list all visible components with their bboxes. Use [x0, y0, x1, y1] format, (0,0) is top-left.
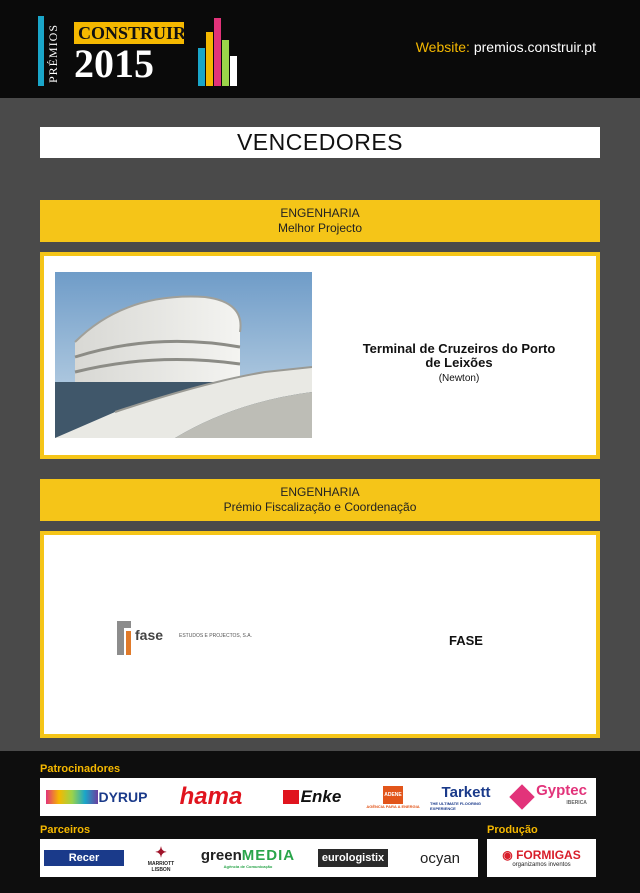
partner-eurologistix-logo[interactable] — [310, 839, 396, 877]
partner-sub: LISBON — [151, 866, 171, 873]
sponsor-name: ADENE — [383, 786, 403, 804]
production-label: Produção — [487, 824, 538, 836]
logo-building-bars-icon — [198, 18, 238, 86]
partner-name: green — [200, 847, 242, 864]
sponsor-enke-logo[interactable] — [274, 778, 350, 816]
logo-year: 2015 — [74, 41, 154, 86]
partner-name: MARRIOTT — [147, 860, 175, 867]
sponsor-sub: IBERICA — [566, 800, 587, 806]
production-formigas-logo[interactable]: ◉ FORMIGAS organizamos inventos — [502, 848, 581, 868]
partner-ocyan-logo[interactable]: ocyan — [419, 849, 461, 867]
winner-company: (Newton) — [438, 373, 480, 384]
website-label: Website: — [415, 39, 470, 55]
category-award: Prémio Fiscalização e Coordenação — [223, 500, 417, 514]
partner-recer-logo[interactable] — [42, 839, 126, 877]
partner-marriott-logo[interactable]: ✦ MARRIOTT LISBON — [147, 843, 175, 873]
partner-name: Recer — [44, 850, 124, 866]
sponsor-hama-logo[interactable]: hama — [179, 783, 243, 810]
winner-card-2 — [40, 531, 600, 738]
sponsor-sub: AGÊNCIA PARA A ENERGIA — [366, 803, 420, 809]
terminal-photo — [55, 272, 312, 438]
logo-brand: CONSTRUIR — [74, 22, 184, 44]
partner-greenmedia-logo[interactable] — [194, 839, 302, 877]
production-strip — [487, 839, 596, 877]
sponsors-label: Patrocinadores — [40, 763, 121, 775]
partners-strip — [40, 839, 478, 877]
sponsor-dyrup-logo[interactable] — [42, 778, 152, 816]
partners-label: Parceiros — [40, 824, 91, 836]
fase-logo-text: fase — [135, 627, 164, 643]
sponsor-adene-logo[interactable] — [362, 778, 424, 816]
partner-name-accent: MEDIA — [241, 847, 296, 864]
logo-accent-bar — [38, 16, 44, 86]
partner-name: eurologistix — [318, 849, 388, 867]
terminal-photo-illustration — [55, 272, 312, 438]
production-name: FORMIGAS — [516, 848, 581, 862]
sponsor-name: Gyptec — [536, 782, 587, 799]
fase-logo-sub: ESTUDOS E PROJECTOS, S.A. — [179, 633, 252, 639]
category-award: Melhor Projecto — [277, 221, 363, 235]
sponsor-tarkett-logo[interactable] — [430, 778, 502, 816]
winner-card-1 — [40, 252, 600, 459]
category-header-2 — [40, 479, 600, 521]
category-area: ENGENHARIA — [280, 485, 360, 499]
website-url[interactable]: premios.construir.pt — [473, 39, 596, 55]
footer — [0, 751, 640, 893]
premios-construir-logo[interactable] — [38, 16, 248, 88]
category-header-1 — [40, 200, 600, 242]
fase-logo — [117, 621, 277, 661]
page-title: VENCEDORES — [40, 127, 600, 158]
sponsor-gyptec-logo[interactable] — [506, 778, 594, 816]
sponsors-strip — [40, 778, 596, 816]
sponsor-name: DYRUP — [98, 789, 148, 805]
website-link[interactable] — [416, 39, 596, 55]
winner-title: Terminal de Cruzeiros do Porto de Leixões — [362, 341, 556, 370]
header — [0, 0, 640, 98]
production-sub: organizamos inventos — [512, 862, 571, 868]
sponsor-sub: THE ULTIMATE FLOORING EXPERIENCE — [430, 800, 481, 811]
logo-premios-text: PRÉMIOS — [46, 23, 60, 83]
fase-mark-icon — [117, 621, 131, 655]
partner-sub: Agência de Comunicação — [223, 864, 273, 869]
sponsor-name: Tarkett — [441, 783, 491, 801]
winner-name-1 — [359, 342, 559, 386]
winner-name-2: FASE — [449, 633, 483, 648]
sponsor-name: Enke — [300, 787, 342, 806]
category-area: ENGENHARIA — [280, 206, 360, 220]
